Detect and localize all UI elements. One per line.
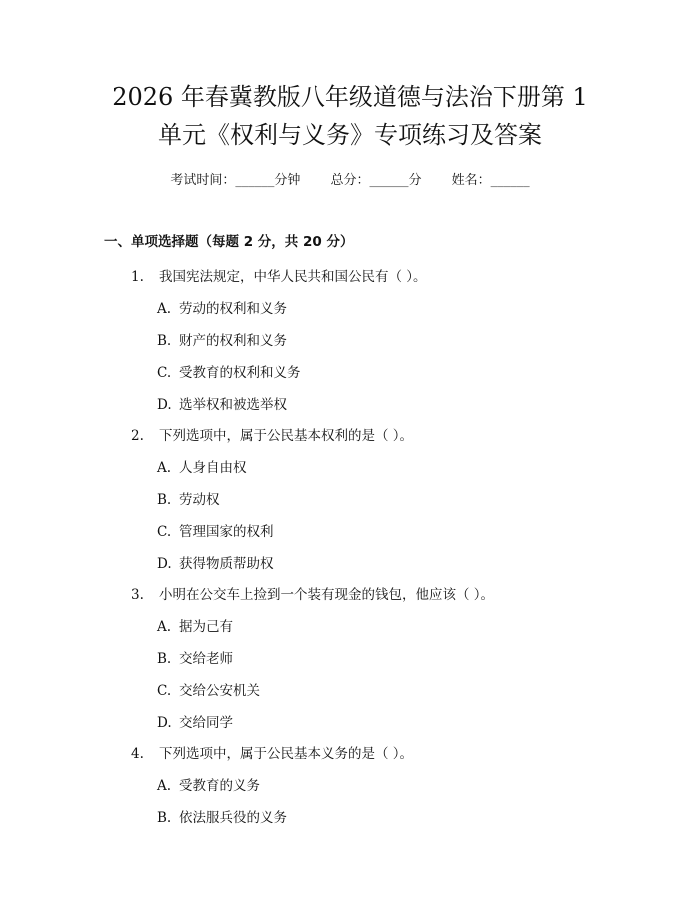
- question-list: [0, 262, 700, 834]
- option-letter: D.: [157, 715, 172, 731]
- answer-option: [0, 548, 700, 580]
- question-stem: [0, 262, 700, 293]
- exam-info-line: [0, 169, 700, 188]
- question-text: 我国宪法规定，中华人民共和国公民有（ ）。: [159, 269, 427, 285]
- option-letter: B.: [157, 810, 172, 826]
- exam-time-field: 考试时间：______分钟: [170, 173, 301, 188]
- title-line-2: 单元《权利与义务》专项练习及答案: [158, 121, 542, 149]
- option-text: 受教育的义务: [179, 778, 260, 794]
- answer-option: [0, 802, 700, 834]
- question-2: [0, 421, 700, 580]
- question-number: 1.: [131, 269, 144, 285]
- option-text: 劳动的权利和义务: [179, 301, 287, 317]
- total-score-field: 总分：______分: [330, 173, 422, 188]
- answer-option: [0, 707, 700, 739]
- question-number: 2.: [131, 428, 144, 444]
- option-letter: B.: [157, 651, 172, 667]
- option-letter: C.: [157, 683, 172, 699]
- option-text: 据为己有: [179, 619, 233, 635]
- answer-option: [0, 325, 700, 357]
- option-letter: A.: [157, 301, 172, 317]
- question-3: [0, 580, 700, 739]
- question-text: 下列选项中，属于公民基本义务的是（ ）。: [159, 746, 414, 762]
- option-text: 选举权和被选举权: [179, 397, 287, 413]
- option-letter: A.: [157, 778, 172, 794]
- option-text: 管理国家的权利: [179, 524, 274, 540]
- answer-option: [0, 770, 700, 802]
- answer-option: [0, 643, 700, 675]
- option-letter: D.: [157, 397, 172, 413]
- answer-option: [0, 611, 700, 643]
- option-letter: B.: [157, 492, 172, 508]
- question-4: [0, 739, 700, 834]
- option-letter: A.: [157, 619, 172, 635]
- question-text: 下列选项中，属于公民基本权利的是（ ）。: [159, 428, 414, 444]
- option-text: 交给公安机关: [179, 683, 260, 699]
- option-text: 人身自由权: [179, 460, 247, 476]
- question-number: 3.: [131, 587, 144, 603]
- answer-option: [0, 389, 700, 421]
- option-letter: C.: [157, 524, 172, 540]
- student-name-field: 姓名：______: [451, 173, 530, 188]
- option-text: 财产的权利和义务: [179, 333, 287, 349]
- section-heading-single-choice: 一、单项选择题（每题 2 分，共 20 分）: [104, 234, 354, 250]
- question-stem: [0, 580, 700, 611]
- answer-option: [0, 452, 700, 484]
- option-text: 劳动权: [179, 492, 220, 508]
- option-text: 交给同学: [179, 715, 233, 731]
- answer-option: [0, 516, 700, 548]
- title-line-1: 2026 年春冀教版八年级道德与法治下册第 1: [112, 83, 588, 111]
- option-text: 依法服兵役的义务: [179, 810, 287, 826]
- answer-option: [0, 357, 700, 389]
- option-letter: C.: [157, 365, 172, 381]
- option-letter: D.: [157, 556, 172, 572]
- question-1: [0, 262, 700, 421]
- option-letter: B.: [157, 333, 172, 349]
- question-text: 小明在公交车上捡到一个装有现金的钱包，他应该（ ）。: [159, 587, 495, 603]
- document-title: [0, 78, 700, 154]
- option-text: 获得物质帮助权: [179, 556, 274, 572]
- question-stem: [0, 739, 700, 770]
- question-number: 4.: [131, 746, 144, 762]
- option-text: 交给老师: [179, 651, 233, 667]
- answer-option: [0, 293, 700, 325]
- answer-option: [0, 484, 700, 516]
- question-stem: [0, 421, 700, 452]
- option-text: 受教育的权利和义务: [179, 365, 301, 381]
- option-letter: A.: [157, 460, 172, 476]
- answer-option: [0, 675, 700, 707]
